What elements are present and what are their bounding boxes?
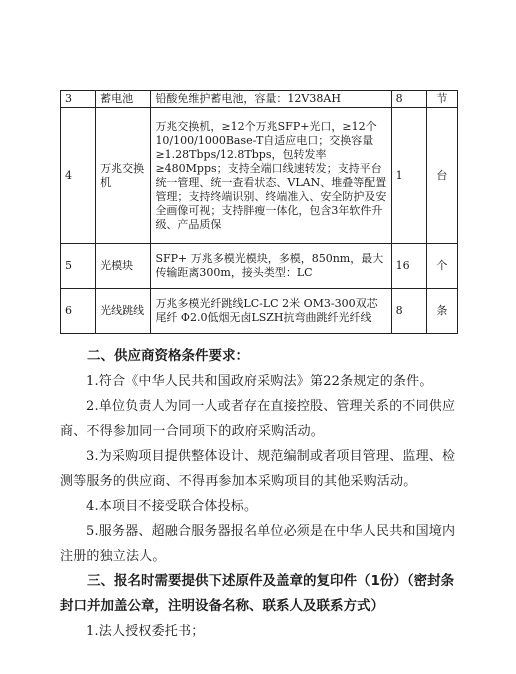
item-quantity: 8 xyxy=(391,91,426,108)
item-quantity: 1 xyxy=(391,108,426,244)
item-name: 光线跳线 xyxy=(96,289,151,334)
section-heading: 三、报名时需要提供下述原件及盖章的复印件（1份）（密封条封口并加盖公章，注明设备名称、联系人及联系方式） xyxy=(60,573,455,614)
row-number: 3 xyxy=(61,91,96,108)
section-heading: 二、供应商资格条件要求： xyxy=(87,348,249,364)
item-spec: 铅酸免维护蓄电池，容量：12V38AH xyxy=(151,91,391,108)
item-quantity: 8 xyxy=(391,289,426,334)
table-row xyxy=(61,91,458,108)
item-name: 蓄电池 xyxy=(96,91,151,108)
requirement-item: 1.符合《中华人民共和国政府采购法》第22条规定的条件。 xyxy=(86,374,433,389)
equipment-table xyxy=(60,90,458,334)
item-spec: 万兆多模光纤跳线LC-LC 2米 OM3-300双芯尾纤 Φ2.0低烟无卤LSZH抗弯曲跳纤光纤线 xyxy=(151,289,391,334)
requirement-item: 1.法人授权委托书； xyxy=(86,624,205,639)
row-number: 6 xyxy=(61,289,96,334)
item-unit: 个 xyxy=(426,244,457,289)
item-unit: 条 xyxy=(426,289,457,334)
item-quantity: 16 xyxy=(391,244,426,289)
item-spec: SFP+ 万兆多模光模块，多模，850nm，最大传输距离300m，接头类型：LC xyxy=(151,244,391,289)
row-number: 5 xyxy=(61,244,96,289)
requirement-item: 4.本项目不接受联合体投标。 xyxy=(86,499,258,514)
item-name: 光模块 xyxy=(96,244,151,289)
table-row xyxy=(61,244,458,289)
item-name: 万兆交换机 xyxy=(96,108,151,244)
table-row xyxy=(61,108,458,244)
table-row xyxy=(61,289,458,334)
item-spec: 万兆交换机，≥12个万兆SFP+光口，≥12个10/100/1000Base-T自适应电口；交换容量≥1.28Tbps/12.8Tbps，包转发率≥480Mpps；支持全端口线速转发；支持平台统一管理、统一查看状态、VLAN、堆叠等配置管理；支持终端识别、终端准入、安全防护及安全画像可视；支持胖瘦一体化，包含3年软件升级、产品质保 xyxy=(151,108,391,244)
requirement-item: 3.为采购项目提供整体设计、规范编制或者项目管理、监理、检测等服务的供应商、不得再参加本采购项目的其他采购活动。 xyxy=(60,449,456,489)
item-unit: 台 xyxy=(426,108,457,244)
row-number: 4 xyxy=(61,108,96,244)
requirement-item: 2.单位负责人为同一人或者存在直接控股、管理关系的不同供应商、不得参加同一合同项下的政府采购活动。 xyxy=(60,399,456,439)
item-unit: 节 xyxy=(426,91,457,108)
requirement-item: 5.服务器、超融合服务器报名单位必须是在中华人民共和国境内注册的独立法人。 xyxy=(60,524,456,564)
supplier-requirements-section xyxy=(60,344,460,644)
